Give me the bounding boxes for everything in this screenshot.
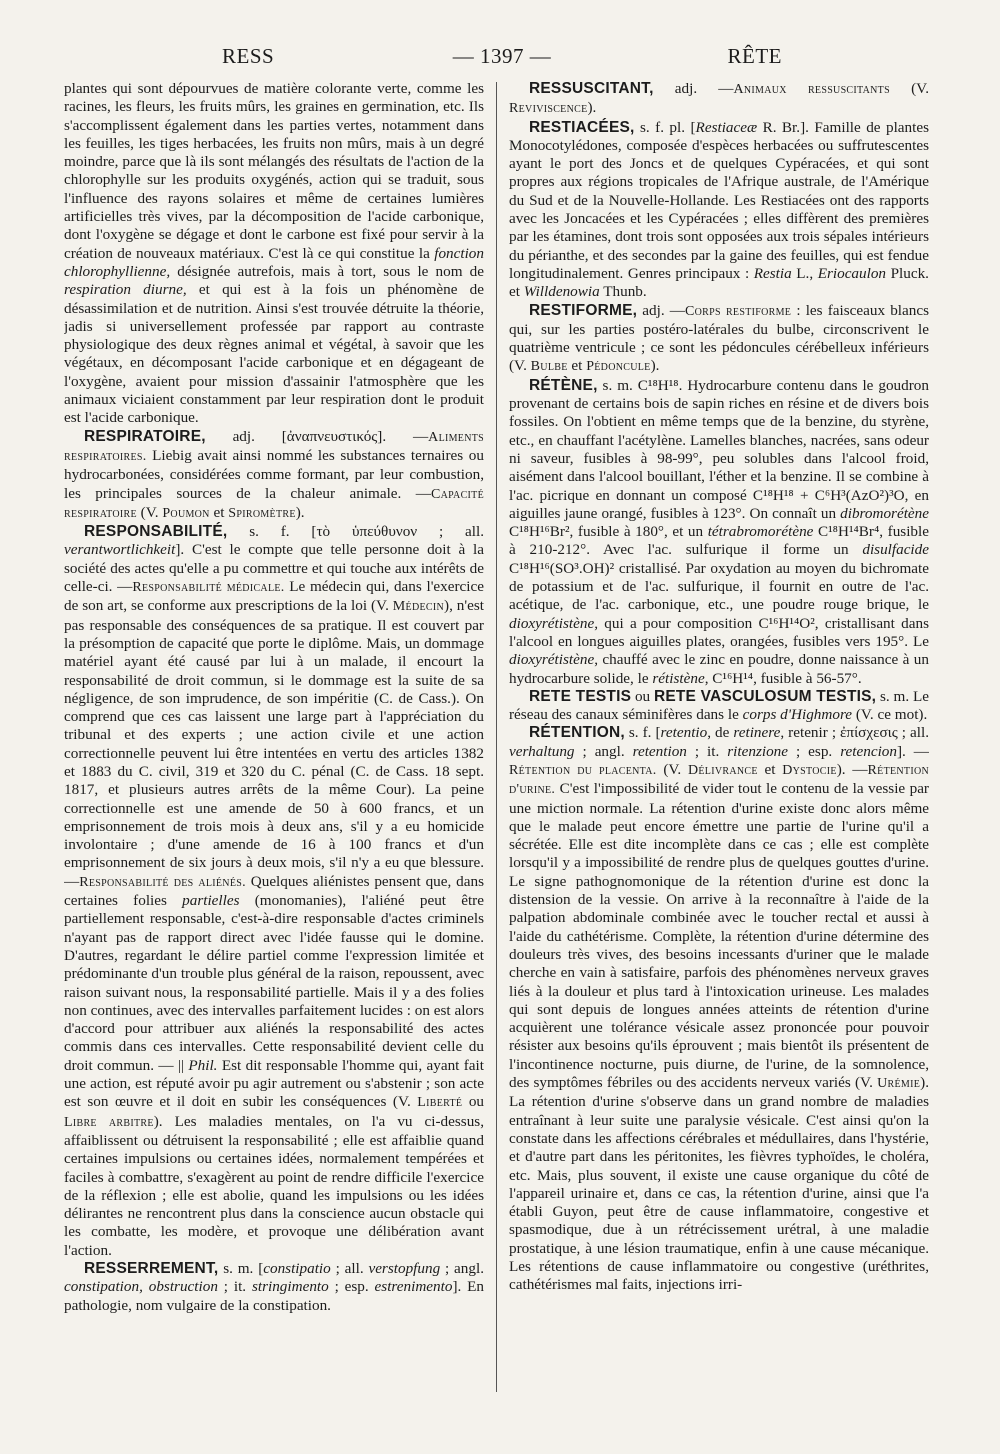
entry-text: C¹⁸H¹⁶Br², fusible à 180°, et un — [509, 523, 708, 541]
subentry-label: Aliments respiratoires. — [64, 429, 484, 464]
entry-text: Thunb. — [599, 283, 647, 301]
entry-text: ; it. — [686, 742, 728, 760]
entry-respiratoire — [64, 428, 484, 523]
header-right-guide-word: RÊTE — [727, 44, 782, 68]
entry-text: (monomanies), l'aliéné peut être partiellement responsable, c'est-à-dire responsable d'actes criminels n'ayant pas de rapport direct avec l'idée fausse qui le domine. D'autres, regardant le délire partiel comme l'expression limitée et prédominante d'un trouble plus général de la raison, repoussent, avec raison suivant nous, la responsabilité partielle. Mais il y a des folies non continues, avec des intervalles parfaitement lucides : on est alors d'accord pour attribuer aux aliénés la responsabilité des actes commis dans ces intervalles. Cette responsabilité devient celle du droit commun. — || — [64, 892, 484, 1074]
entry-italic: stringimento — [251, 1278, 329, 1296]
page-number: — 1397 — — [452, 44, 552, 68]
entry-italic: dibromorétène — [840, 504, 929, 522]
column-divider — [496, 82, 497, 1392]
entry-text: s. f. [τὸ ὑπεύθυνον ; all. — [227, 523, 484, 541]
entry-text: , chauffé avec le zinc en poudre, donne naissance à un hydrocarbure solide, le — [509, 651, 929, 687]
entry-italic: Restiaceæ — [695, 118, 758, 136]
headword: RETE VASCULOSUM TESTIS, — [653, 687, 877, 705]
entry-italic: verantwortlichkeit — [64, 541, 176, 559]
entry-text: , C¹⁶H¹⁴, fusible à 56-57°. — [704, 669, 862, 687]
entry-text: et — [757, 760, 783, 778]
entry-text: L., — [791, 264, 818, 282]
entry-text: (V. ce mot). — [852, 706, 928, 724]
subentry-label: Responsabilité médicale. — [132, 580, 285, 596]
entry-responsabilite — [64, 523, 484, 1260]
entry-text: Pluck. et — [509, 264, 929, 301]
entry-italic: respiration diurne, — [64, 281, 187, 299]
entry-text: adj. — — [653, 80, 734, 97]
subentry-label: Corps restiforme — [684, 303, 792, 319]
subentry-label: Responsabilité des aliénés. — [79, 874, 246, 890]
entry-text: Quelques aliénistes pensent que, dans certaines folies — [64, 872, 484, 910]
entry-text: ]. En pathologie, nom vulgaire de la constipation. — [64, 1278, 484, 1314]
entry-italic: ritenzione — [727, 742, 789, 760]
entry-text: , de — [707, 724, 734, 742]
entry-italic: dioxyrétistène — [509, 651, 595, 669]
headword: RESSERREMENT, — [84, 1260, 219, 1277]
entry-italic: Phil. — [188, 1056, 218, 1074]
entry-restiforme — [509, 302, 929, 377]
entry-text: désignée autrefois, mais à tort, sous le nom de — [170, 262, 484, 280]
entry-text: ). La rétention d'urine s'observe dans un grand nombre de maladies entraînant à leur suite une paralysie vésicale. C'est ainsi qu'on la constate dans les affections cérébrales et médullaires, dans l'hystérie, et d'autre part dans les péritonites, les fièvres typhoïdes, le choléra, etc. Mais, plus souvent, il existe une cause organique du côté de l'appareil urinaire et, dans ce cas, la rétention d'urine, ainsi que l'a établi Guyon, peut être de cause inflammatoire, congestive et spasmodique, due à un rétrécissement urétral, à une maladie prostatique, à une lésion traumatique, enfin à une cause mécanique. Les rétentions de cause inflammatoire ou congestive (uréthrites, cathétérismes mal faits, injections irri- — [509, 1074, 929, 1294]
right-column — [509, 80, 929, 1420]
entry-text: s. m. C¹⁸H¹⁸. Hydrocarbure contenu dans le goudron provenant de certains bois de sapin riches en résine et de divers bois fossiles. On l'obtient en même temps que de la benzine, du styrène, etc., en chauffant l'acétylène. Lamelles blanches, nacrées, sans odeur ni saveur, fusibles à 98-99°, peu solubles dans l'alcool froid, aisément dans l'alcool bouillant, l'éther et la benzine. Il se combine à l'ac. picrique en donnant un composé C¹⁸H¹⁸ + C⁶H³(AzO²)³O, en aiguilles jaune orangé, fusibles à 123°. On connaît un — [509, 376, 929, 522]
entry-italic: retention — [632, 742, 687, 760]
entry-text: : les faisceaux blancs qui, sur les parties postéro-latérales du bulbe, circonscrivent le quatrième ventricule ; ce sont les pédoncules cérébelleux inférieurs (V. — [509, 301, 929, 375]
entry-text: (V. — [656, 760, 688, 778]
entry-italic: fonction chlorophyllienne, — [64, 244, 484, 280]
entry-text: ]. C'est le compte que telle personne doit à la société des actes qu'elle a pu commettre et qui touche aux intérêts de celle-ci. — — [64, 541, 484, 596]
entry-text: ou — [462, 1093, 484, 1111]
headword: RETE TESTIS — [529, 687, 632, 705]
running-head — [222, 44, 782, 74]
entry-rete-testis — [509, 688, 929, 725]
cross-reference: Reviviscence — [509, 101, 588, 117]
entry-italic: constipation, obstruction — [64, 1278, 218, 1296]
entry-text: adj. — — [637, 301, 685, 319]
entry-text: s. f. pl. [ — [634, 118, 696, 136]
cross-reference: Urémie — [877, 1076, 921, 1092]
cross-reference: Spiromètre — [228, 505, 296, 521]
headword: RESSUSCITANT, — [529, 80, 654, 97]
entry-respiration-continuation — [64, 80, 484, 428]
entry-text: s. f. [ — [624, 724, 661, 742]
entry-italic: corps d'Highmore — [742, 706, 853, 724]
entry-text: ). — [587, 99, 597, 117]
entry-retention — [509, 724, 929, 1294]
entry-italic: Eriocaulon — [817, 264, 887, 282]
entry-text: Liebig avait ainsi nommé les substances ternaires ou hydrocarbonées, considérées comme formant, par leur combustion, les principales sources de la chaleur animale. — — [64, 446, 484, 502]
entry-text: ). Les maladies mentales, on l'a vu ci-dessus, affaiblissent ou détruisent la responsabilité ; elle est affaiblie quand certaines impulsions ou certaines idées, normalement tempérées et faciles à combattre, s'exagèrent au point de rendre difficile l'exercice de la réflexion ; elle est abolie, quand les impulsions ou les idées délirantes ne rencontrent plus dans la conscience aucun obstacle qui les combatte, les modère, et provoque une délibération avant l'action. — [64, 1112, 484, 1259]
entry-text: ). — [650, 357, 660, 375]
entry-text: ; esp. — [328, 1278, 375, 1296]
cross-reference: Bulbe — [530, 359, 568, 375]
entry-italic: partielles — [182, 892, 240, 910]
entry-text: adj. [ἀναπνευστικός]. — — [205, 427, 429, 445]
entry-text: ; it. — [217, 1278, 252, 1296]
entry-text: , qui a pour composition C¹⁶H¹⁴O², cristallisant dans l'alcool en longues aiguilles plates, orangées, fusibles vers 195°. Le — [509, 614, 929, 650]
entry-text: ; angl. — [574, 742, 633, 760]
cross-reference: Médecin — [392, 599, 445, 615]
subentry-label: Capacité respiratoire — [64, 486, 484, 521]
entry-text: C¹⁸H¹⁶(SO³.OH)² cristallisé. Par oxydation au moyen du bichromate de potassium et de l'ac. sulfurique, il fournit en outre de l'ac. acétique, de l'ac. carbonique, etc., une poudre rouge brique, le — [509, 559, 929, 614]
entry-text: C'est l'impossibilité de vider tout le contenu de la vessie par une miction normale. La rétention d'urine existe donc alors même que le malade peut encore émettre une partie de l'urine qu'il a sécrétée. Elle est dite incomplète dans ce cas ; elle est complète lorsqu'il y a impossibilité de rendre plus de quelques gouttes d'urine. Le signe pathognomonique de la rétention d'urine est donc la distension de la vessie. On arrive à la reconnaître à l'aide de la palpation abdominale combinée avec le toucher rectal et aussi à l'aide du cathétérisme. Complète, la rétention d'urine détermine des douleurs très vives, des besoins incessants d'uriner que le malade cherche en vain à satisfaire, parfois des phénomènes nerveux graves liés à la douleur et plus tard à l'intoxication urineuse. Les malades qui sont depuis de longues années atteints de rétention d'urine acquièrent une tolérance vésicale assez prononcée pour pouvoir résister aux besoins qu'ils éprouvent ; mais bientôt ils présentent de l'incontinence nocturne, puis diurne, de l'urine, de la somnolence, des symptômes fébriles ou des accidents nerveux variés (V. — [509, 780, 929, 1092]
headword: RÉTÈNE, — [529, 376, 598, 394]
entry-italic: retencion — [840, 742, 897, 760]
entry-text: ; angl. — [440, 1260, 484, 1277]
entry-italic: retentio — [660, 724, 708, 742]
entry-italic: dioxyrétistène — [509, 614, 595, 632]
subentry-label: Animaux ressuscitants — [733, 82, 890, 97]
entry-italic: Restia — [753, 264, 792, 282]
cross-reference: Poumon — [162, 505, 210, 521]
entry-restiacees — [509, 119, 929, 302]
entry-text: et — [209, 503, 229, 521]
entry-italic: estrenimento — [374, 1278, 453, 1296]
entry-text: s. m. Le réseau des canaux séminifères dans le — [509, 687, 929, 724]
entry-text: , retenir ; ἐπίσχεσις ; all. — [780, 724, 929, 742]
entry-text: Le médecin qui, dans l'exercice de son art, se conforme aux prescriptions de la loi (V. — [64, 578, 484, 615]
header-left-guide-word: RESS — [222, 44, 275, 68]
entry-italic: Willdenowia — [523, 283, 600, 301]
entry-retene — [509, 377, 929, 688]
subentry-label: Rétention d'urine. — [509, 762, 929, 798]
entry-text: ; esp. — [788, 742, 841, 760]
entry-text: (V. — [136, 503, 163, 521]
cross-reference: Dystocie — [782, 762, 837, 778]
entry-text: ), n'est pas responsable des conséquences de sa pratique. Il est couvert par la présomption de capacité que porte le diplôme. Mais, un dommage matériel ayant été causé par lui à un malade, il encourt la responsabilité de droit commun, si le dommage est la suite de sa négligence, de son imprudence, de son impéritie (C. de Cass.). On comprend que ces cas laissent une large part à l'appréciation du tribunal et des experts ; une action civile et une action correctionnelle peuvent lui être intentées en vertu des articles 1382 et 1883 du C. civil, 319 et 320 du C. pénal (C. de Cass. 18 sept. 1817, et plusieurs autres arrêts de la même Cour). La peine correctionnelle est une amende de 50 à 600 francs, et un emprisonnement de trois mois à deux ans, s'il y a eu homicide involontaire ; d'une amende de 16 à 100 francs et d'un emprisonnement de six jours à deux mois, s'il n'y a eu que blessure. — — [64, 597, 484, 890]
entry-text: R. Br.]. Famille de plantes Monocotylédones, composée d'espèces herbacées ou suffrutescentes ayant le port des Joncs et de quelques Cypéracées, et qui sont propres aux régions tropicales de l'Afrique australe, de l'Amérique du Sud et de la Nouvelle-Hollande. Les Restiacées ont des rapports avec les Joncacées et les Cypéracées ; elles diffèrent des premières par les étamines, dont trois sont opposées aux trois sépales intérieurs du périanthe, et des secondes par la gaine des feuilles, qui est fendue longitudinalement. Genres principaux : — [509, 118, 929, 282]
entry-italic: constipatio — [263, 1260, 331, 1277]
cross-reference: Liberté — [417, 1095, 463, 1111]
entry-italic: rétistène — [652, 669, 705, 687]
entry-text: ]. — — [896, 742, 929, 760]
entry-ressuscitant — [509, 80, 929, 119]
entry-text: et — [567, 357, 587, 375]
cross-reference: Délivrance — [687, 762, 758, 778]
entry-resserrement — [64, 1260, 484, 1315]
left-column — [64, 80, 484, 1420]
entry-text: Est dit responsable l'homme qui, ayant fait une action, est réputé avoir pu agir autrement ou s'abstenir ; son acte est son œuvre et il doit en subir les conséquences (V. — [64, 1056, 484, 1111]
headword: RESPIRATOIRE, — [84, 427, 206, 445]
headword: RESTIFORME, — [529, 301, 638, 319]
cross-reference: Libre arbitre — [64, 1114, 154, 1130]
entry-italic: verhaltung — [509, 742, 575, 760]
entry-text: ; all. — [330, 1260, 369, 1277]
entry-text: ). — — [836, 760, 868, 778]
entry-text: plantes qui sont dépourvues de matière colorante verte, comme les racines, les fleurs, les fruits mûrs, les graines en germination, etc. Ils s'accomplissent également dans les parties vertes, notamment dans les feuilles, les tiges herbacées, les fruits non mûrs, mais à un degré moindre, parce que là ils sont mélangés des résultats de l'action de la chlorophylle sur les produits oxygénés, action qui se traduit, sous l'influence des rayons solaires et même de certaines lumières artificielles très vives, par la décomposition de l'acide carbonique, dont l'oxygène se dégage et dont le carbone est fixé pour servir à la création de nouveaux matériaux. C'est là ce qui constitue la — [64, 80, 484, 262]
entry-text: ). — [295, 503, 305, 521]
entry-text: s. m. [ — [218, 1260, 264, 1277]
entry-text: ou — [631, 687, 654, 705]
entry-text: et qui est à la fois un phénomène de désassimilation et de nutrition. Ainsi s'est trouvée détruite la théorie, jadis si universellement professée par rapport au contraste physiologique des deux règnes animal et végétal, à savoir que les végétaux, en décomposant l'acide carbonique et en dégageant de l'oxygène, avaient pour mission d'assainir l'atmosphère que les animaux viciaient constamment par leur respiration dont le produit est l'acide carbonique. — [64, 281, 484, 427]
entry-italic: disulfacide — [862, 541, 929, 559]
entry-text: (V. — [889, 80, 929, 97]
headword: RESTIACÉES, — [529, 118, 635, 136]
headword: RESPONSABILITÉ, — [84, 523, 228, 541]
entry-italic: verstopfung — [368, 1260, 441, 1277]
subentry-label: Rétention du placenta. — [509, 762, 657, 778]
cross-reference: Pédoncule — [586, 359, 651, 375]
entry-italic: tétrabromorétène — [707, 523, 814, 541]
headword: RÉTENTION, — [529, 724, 625, 742]
entry-italic: retinere — [733, 724, 781, 742]
entry-text: C¹⁸H¹⁴Br⁴, fusible à 210-212°. Avec l'ac. sulfurique il forme un — [509, 523, 929, 559]
